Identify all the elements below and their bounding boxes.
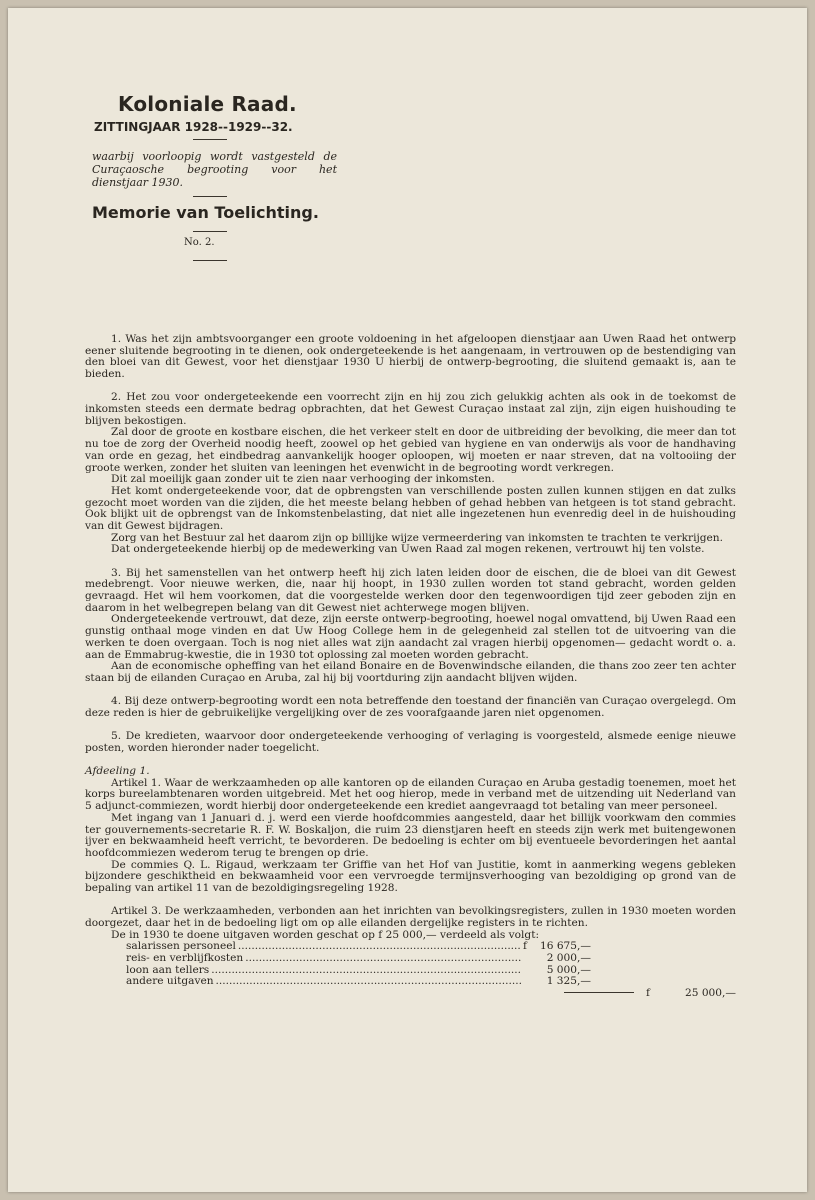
total-currency: f <box>646 987 650 1000</box>
session-year: ZITTINGJAAR 1928--1929--32. <box>94 120 293 134</box>
cost-label: salarissen personeel <box>126 940 236 953</box>
paragraph: 5. De kredieten, waarvoor door ondergeteekende verhooging of verlaging is voorgesteld, alsmede eenige nieuwe posten, worden hieronder nader toegelicht. <box>85 730 736 754</box>
section-afdeeling-1 <box>85 766 736 895</box>
cost-currency: f <box>523 940 527 953</box>
paragraph: Dit zal moeilijk gaan zonder uit te zien naar verhooging der inkomsten. <box>111 473 495 486</box>
paragraph: Met ingang van 1 Januari d. j. werd een vierde hoofdcommies aangesteld, daar het billijk voorkwam den commies ter gouvernements-secretarie R. F. W. Boskaljon, die ruim 23 dienstjaren heeft en steeds zijn werk met buitengewonen ijver en bekwaamheid heeft verricht, te bevorderen. De bedoeling is echter om bij eventueele bevorderingen het aantal hoofdcommiezen wederom terug te brengen op drie. <box>85 811 736 859</box>
council-title: Koloniale Raad. <box>118 92 297 116</box>
leader-dots <box>216 976 521 988</box>
paragraph: De commies Q. L. Rigaud, werkzaam ter Griffie van het Hof van Justitie, komt in aanmerking wegens gebleken bijzondere geschiktheid en bekwaamheid voor een vervroegde termijnsverhooging van bezoldiging op grond van de bepaling van artikel 11 van de bezoldigingsregeling 1928. <box>85 858 736 895</box>
cost-item <box>85 953 736 965</box>
sum-rule <box>564 992 634 993</box>
divider <box>193 231 227 232</box>
paragraph: Het komt ondergeteekende voor, dat de opbrengsten van verschillende posten zullen kunnen stijgen en dat zulks gezocht moet worden van die zijden, die het meeste belang hebben of gehad hebben van hetgeen is tot stand gebracht. Ook blijkt uit de opbrengst van de Inkomstenbelasting, dat niet alle ingezetenen hun evenredig deel in de huishouding van dit Gewest bijdragen. <box>85 484 736 533</box>
divider <box>193 196 227 197</box>
paragraph: De in 1930 te doene uitgaven worden geschat op f 25 000,— verdeeld als volgt: <box>111 928 540 941</box>
cost-amount: 1 325,— <box>546 975 591 988</box>
paragraph: Dat ondergeteekende hierbij op de medewerking van Uwen Raad zal mogen rekenen, vertrouwt hij ten volste. <box>111 543 705 556</box>
divider <box>193 260 227 261</box>
document-body <box>85 334 736 1011</box>
leader-dots <box>238 941 521 953</box>
section-artikel-3 <box>85 906 736 1000</box>
section-heading: Afdeeling 1. <box>85 765 150 777</box>
section-1 <box>85 334 736 381</box>
cost-amount: 5 000,— <box>546 963 591 976</box>
leader-dots <box>211 965 521 977</box>
paragraph: Aan de economische opheffing van het eiland Bonaire en de Bovenwindsche eilanden, die thans zoo zeer ten achter staan bij de eilanden Curaçao en Aruba, zal hij bij voortduring zijn aandacht blijven wijden. <box>85 660 736 684</box>
subtitle: waarbij voorloopig wordt vastgesteld de Curaçaosche begrooting voor het dienstjaar 1930. <box>92 150 337 189</box>
paragraph: Artikel 3. De werkzaamheden, verbonden aan het inrichten van bevolkingsregisters, zullen in 1930 moeten worden doorgezet, daar het in de bedoeling ligt om op alle eilanden dergelijke registers in te richten. <box>85 905 736 929</box>
paragraph: 2. Het zou voor ondergeteekende een voorrecht zijn en hij zou zich gelukkig achten als ook in de toekomst de inkomsten steeds een dermate bedrag opbrachten, dat het Gewest Curaçao instaat zal zijn, zijn eigen huishouding te blijven bekostigen. <box>85 391 736 427</box>
cost-total <box>85 988 736 1000</box>
section-3 <box>85 568 736 685</box>
divider <box>193 139 227 140</box>
cost-item <box>85 976 736 988</box>
total-amount: 25 000,— <box>684 987 736 1000</box>
cost-label: andere uitgaven <box>126 975 214 988</box>
paragraph: Zorg van het Bestuur zal het daarom zijn op billijke wijze vermeerdering van inkomsten te trachten te verkrijgen. <box>111 531 723 544</box>
section-4 <box>85 696 736 719</box>
paragraph: Artikel 1. Waar de werkzaamheden op alle kantoren op de eilanden Curaçao en Aruba gestadig toenemen, moet het korps bureelambtenaren worden uitgebreid. Met het oog hierop, mede in verband met de uitzending uit Nederland van 5 adjunct-commiezen, wordt hierbij door ondergeteekende een krediet aangevraagd tot betaling van meer personeel. <box>85 776 736 813</box>
section-2 <box>85 392 736 556</box>
document-page <box>8 8 807 1192</box>
leader-dots <box>245 953 521 965</box>
document-title: Memorie van Toelichting. <box>92 203 319 222</box>
paragraph: Zal door de groote en kostbare eischen, die het verkeer stelt en door de uitbreiding der bevolking, die meer dan tot nu toe de zorg der Overheid noodig heeft, zoowel op het gebied van hygiene en van onderwijs als voor de handhaving van orde en gezag, het eindbedrag aanvankelijk hooger oploopen, wij moeten er naar streven, dat na voltooiing der groote werken, zonder het sluiten van leeningen het evenwicht in de begrooting wordt verkregen. <box>85 426 736 474</box>
cost-label: reis- en verblijfkosten <box>126 952 244 965</box>
paragraph: 3. Bij het samenstellen van het ontwerp heeft hij zich laten leiden door de eischen, die de bloei van dit Gewest medebrengt. Voor nieuwe werken, die, naar hij hoopt, in 1930 zullen worden tot stand gebracht, worden gelden gevraagd. Het wil hem voorkomen, dat die voorgestelde werken door den tegenwoordigen tijd zeer geboden zijn en daarom in het welbegrepen belang van dit Gewest niet achterwege mogen blijven. <box>85 566 736 614</box>
cost-amount: 2 000,— <box>546 952 591 965</box>
document-number: No. 2. <box>184 237 215 248</box>
paragraph: 1. Was het zijn ambtsvoorganger een groote voldoening in het afgeloopen dienstjaar aan Uwen Raad het ontwerp eener sluitende begrooting in te dienen, ook ondergeteekende is het aangenaam, in vertrouwen op de bestendiging van den bloei van dit Gewest, voor het dienstjaar 1930 U hierbij de ontwerp-begrooting, die sluitend gemaakt is, aan te bieden. <box>85 333 736 381</box>
paragraph: Ondergeteekende vertrouwt, dat deze, zijn eerste ontwerp-begrooting, hoewel nogal omvattend, bij Uwen Raad een gunstig onthaal moge vinden en dat Uw Hoog College hem in de gelegenheid zal stellen tot de uitvoering van die werken te doen overgaan. Toch is nog niet alles wat zijn aandacht zal vragen hierbij opgenomen— gedacht wordt o. a. aan de Emmabrug-kwestie, die in 1930 tot oplossing zal moeten worden gebracht. <box>85 613 736 661</box>
cost-amount: 16 675,— <box>539 940 591 953</box>
paragraph: 4. Bij deze ontwerp-begrooting wordt een nota betreffende den toestand der financiën van Curaçao overgelegd. Om deze reden is hier de gebruikelijke vergelijking over de zes voorafgaande jaren niet opgenomen. <box>85 695 736 719</box>
cost-label: loon aan tellers <box>126 963 210 976</box>
section-5 <box>85 731 736 754</box>
